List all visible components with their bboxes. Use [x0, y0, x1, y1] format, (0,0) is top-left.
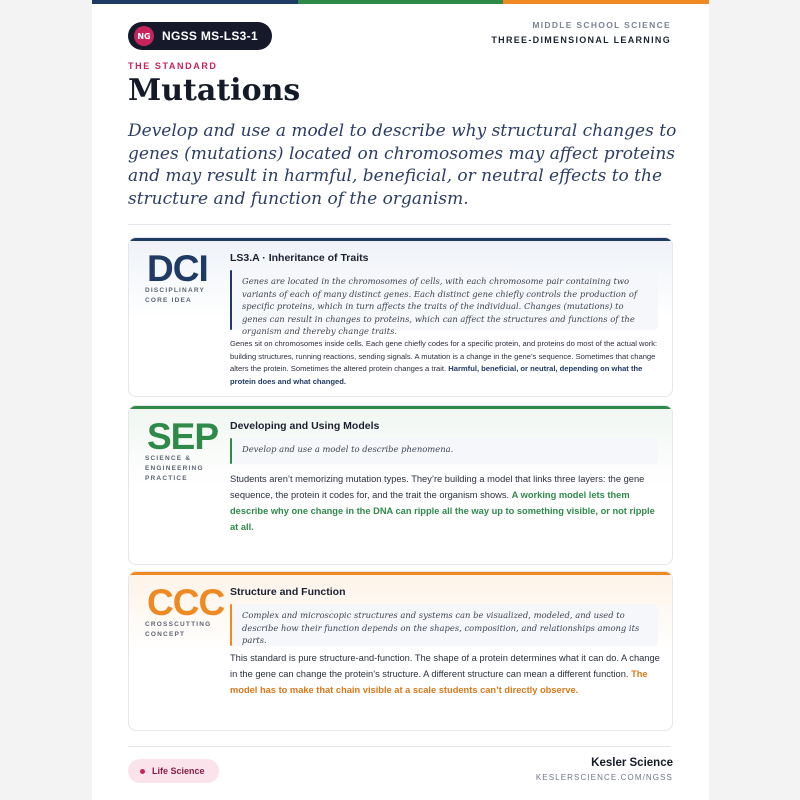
ccc-quote: Complex and microscopic structures and systems can be visualized, modeled, and used to describe how their function depends on the shapes, composition, and relationships among its parts.	[230, 604, 658, 646]
ccc-body-text: This standard is pure structure-and-function. The shape of a protein determines what it can do. A change in the gene can change the protein’s structure. A different structure can mean a different function.	[230, 653, 660, 679]
standard-statement: Develop and use a model to describe why structural changes to genes (mutations) located on chromosomes may affect proteins and may result in harmful, beneficial, or neutral effects to the structure and function of the organism.	[128, 121, 677, 209]
dci-abbr: DCI	[147, 248, 208, 289]
dci-label: DISCIPLINARY CORE IDEA	[145, 287, 205, 304]
ccc-card	[128, 571, 673, 731]
subject-tag-label: Life Science	[152, 766, 205, 776]
dci-heading: LS3.A · Inheritance of Traits	[230, 252, 369, 264]
ccc-abbr: CCC	[147, 582, 225, 623]
sep-label: SCIENCE & ENGINEERING PRACTICE	[145, 455, 204, 482]
sep-abbr: SEP	[147, 416, 219, 457]
dci-highlight: Harmful, beneficial, or neutral, depending on what the protein does and what changed.	[230, 364, 643, 386]
brand-block	[536, 757, 673, 782]
ccc-highlight: The model has to make that chain visible at a scale students can’t directly observe.	[230, 669, 648, 695]
subject-tag	[128, 759, 219, 783]
ccc-body	[230, 650, 660, 698]
ngss-logo-icon: NG	[134, 26, 154, 46]
header-meta	[491, 20, 671, 45]
sep-heading: Developing and Using Models	[230, 420, 380, 432]
brand-name: Kesler Science	[591, 757, 673, 769]
document-sheet	[92, 0, 709, 800]
sep-highlight: A working model lets them describe why one change in the DNA can ripple all the way up to something visible, or not ripple at all.	[230, 490, 655, 532]
ccc-heading: Structure and Function	[230, 586, 346, 598]
color-bar	[92, 0, 709, 4]
tag-dot-icon	[140, 769, 145, 774]
dci-card	[128, 237, 673, 397]
grade-category: MIDDLE SCHOOL SCIENCE	[532, 20, 671, 30]
dci-body	[230, 338, 660, 388]
section-eyebrow: THE STANDARD	[128, 61, 218, 71]
sep-body-text: Students aren’t memorizing mutation types. They’re building a model that links three layers: the gene sequence, the protein it codes for, and the trait the organism shows.	[230, 474, 645, 500]
sep-body	[230, 471, 660, 535]
standard-code: NGSS MS-LS3-1	[162, 29, 258, 43]
brand-url: KESLERSCIENCE.COM/NGSS	[535, 773, 673, 782]
dci-body-text: Genes sit on chromosomes inside cells. Each gene chiefly codes for a specific protein, and proteins do most of the actual work: building structures, running reactions, sending signals. A mutation is a change in the gene’s sequence. Sometimes that change alters the protein. Sometimes the altered protein changes a trait.	[230, 339, 658, 373]
dci-quote: Genes are located in the chromosomes of cells, with each chromosome pair containing two variants of each of many distinct genes. Each distinct gene chiefly controls the production of specific proteins, which in turn affects the traits of the individual. Changes (mutations) to genes can result in changes to proteins, which can affect the structures and functions of the organism and thereby change traits.	[230, 270, 658, 330]
sep-card	[128, 405, 673, 565]
learning-type: THREE-DIMENSIONAL LEARNING	[491, 35, 671, 45]
divider	[128, 224, 671, 225]
page-title: Mutations	[128, 73, 301, 108]
standard-code-badge	[128, 22, 272, 50]
footer-divider	[128, 746, 671, 747]
ccc-label: CROSSCUTTING CONCEPT	[145, 621, 212, 638]
sep-quote: Develop and use a model to describe phenomena.	[230, 438, 658, 464]
